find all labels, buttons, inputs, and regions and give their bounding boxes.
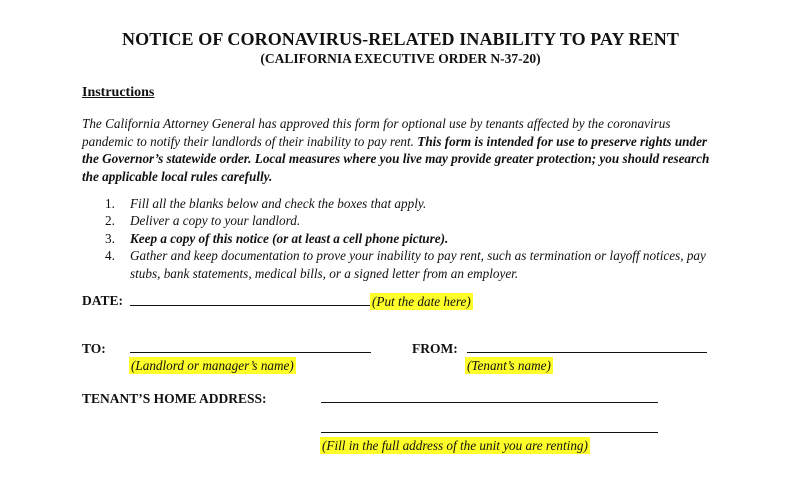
page-subtitle: (CALIFORNIA EXECUTIVE ORDER N-37-20)	[260, 51, 541, 66]
list-item	[105, 195, 725, 212]
address-label: TENANT’S HOME ADDRESS:	[82, 391, 267, 406]
instructions-paragraph	[82, 115, 722, 185]
step-text: Fill all the blanks below and check the boxes that apply.	[130, 196, 427, 211]
from-field[interactable]	[467, 352, 707, 353]
instructions-heading: Instructions	[82, 85, 155, 100]
to-hint: (Landlord or manager’s name)	[131, 358, 294, 373]
address-field-line-1[interactable]	[321, 402, 658, 403]
date-label: DATE:	[82, 293, 124, 308]
date-hint: (Put the date here)	[372, 294, 471, 309]
step-number: 4.	[105, 248, 115, 264]
to-label: TO:	[82, 341, 106, 356]
step-number: 1.	[105, 196, 115, 211]
step-text: Keep a copy of this notice (or at least a cell phone picture).	[130, 230, 449, 246]
step-text: Gather and keep documentation to prove your inability to pay rent, such as termination or layoff notices, pay stubs, bank statements, medical bills, or a signed letter from an employer.	[130, 248, 706, 281]
instruction-steps	[105, 195, 725, 282]
instructions-paragraph-text: The California Attorney General has approved this form for optional use by tenants affected by the coronavirus pandemic to notify their landlords of their inability to pay rent.	[82, 116, 671, 149]
address-hint: (Fill in the full address of the unit you are renting)	[322, 438, 588, 453]
from-hint: (Tenant’s name)	[467, 358, 551, 373]
list-item	[105, 247, 725, 282]
address-field-line-2[interactable]	[321, 432, 658, 433]
to-field[interactable]	[130, 352, 371, 353]
date-field[interactable]	[130, 305, 370, 306]
page-title: NOTICE OF CORONAVIRUS-RELATED INABILITY TO PAY RENT	[122, 29, 679, 49]
instructions-paragraph-bold: This form is intended for use to preserve rights under the Governor’s statewide order. Local measures where you live may provide greater protection; you should research the applicable local rules carefully.	[82, 133, 710, 184]
step-number: 3.	[105, 230, 115, 246]
step-text: Deliver a copy to your landlord.	[130, 213, 301, 229]
step-number: 2.	[105, 213, 115, 229]
list-item	[105, 212, 725, 229]
from-label: FROM:	[412, 341, 458, 356]
list-item	[105, 230, 725, 247]
